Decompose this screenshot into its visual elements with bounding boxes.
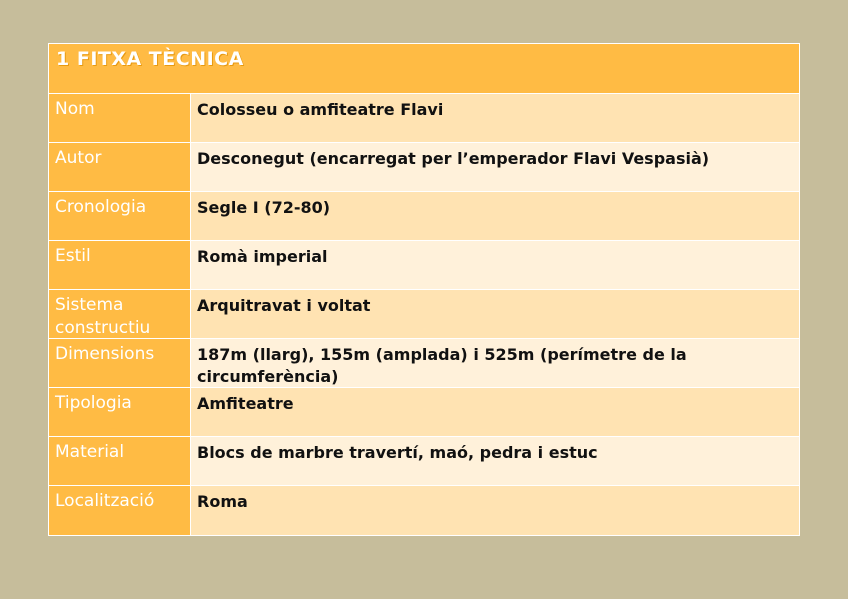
row-label: Localització	[49, 486, 191, 535]
row-value: 187m (llarg), 155m (amplada) i 525m (perímetre de la circumferència)	[191, 339, 799, 387]
row-label: Material	[49, 437, 191, 485]
row-value: Amfiteatre	[191, 388, 799, 436]
row-value: Colosseu o amfiteatre Flavi	[191, 94, 799, 142]
row-value: Desconegut (encarregat per l’emperador Flavi Vespasià)	[191, 143, 799, 191]
row-value: Blocs de marbre travertí, maó, pedra i estuc	[191, 437, 799, 485]
table-row-autor	[49, 143, 799, 192]
title-row	[49, 44, 799, 94]
technical-sheet-table	[48, 43, 800, 536]
row-label: Dimensions	[49, 339, 191, 387]
row-label: Cronologia	[49, 192, 191, 240]
row-value: Romà imperial	[191, 241, 799, 289]
sheet-title: 1 FITXA TÈCNICA	[56, 48, 244, 70]
table-row-tipologia	[49, 388, 799, 437]
table-row-nom	[49, 94, 799, 143]
row-value: Segle I (72-80)	[191, 192, 799, 240]
row-value: Roma	[191, 486, 799, 535]
row-label: Nom	[49, 94, 191, 142]
row-label: Estil	[49, 241, 191, 289]
row-label: Tipologia	[49, 388, 191, 436]
row-value: Arquitravat i voltat	[191, 290, 799, 338]
table-row-sistema-constructiu	[49, 290, 799, 339]
row-label: Sistema constructiu	[49, 290, 191, 338]
table-row-cronologia	[49, 192, 799, 241]
table-row-localitzacio	[49, 486, 799, 535]
table-row-material	[49, 437, 799, 486]
row-label: Autor	[49, 143, 191, 191]
table-row-estil	[49, 241, 799, 290]
table-row-dimensions	[49, 339, 799, 388]
